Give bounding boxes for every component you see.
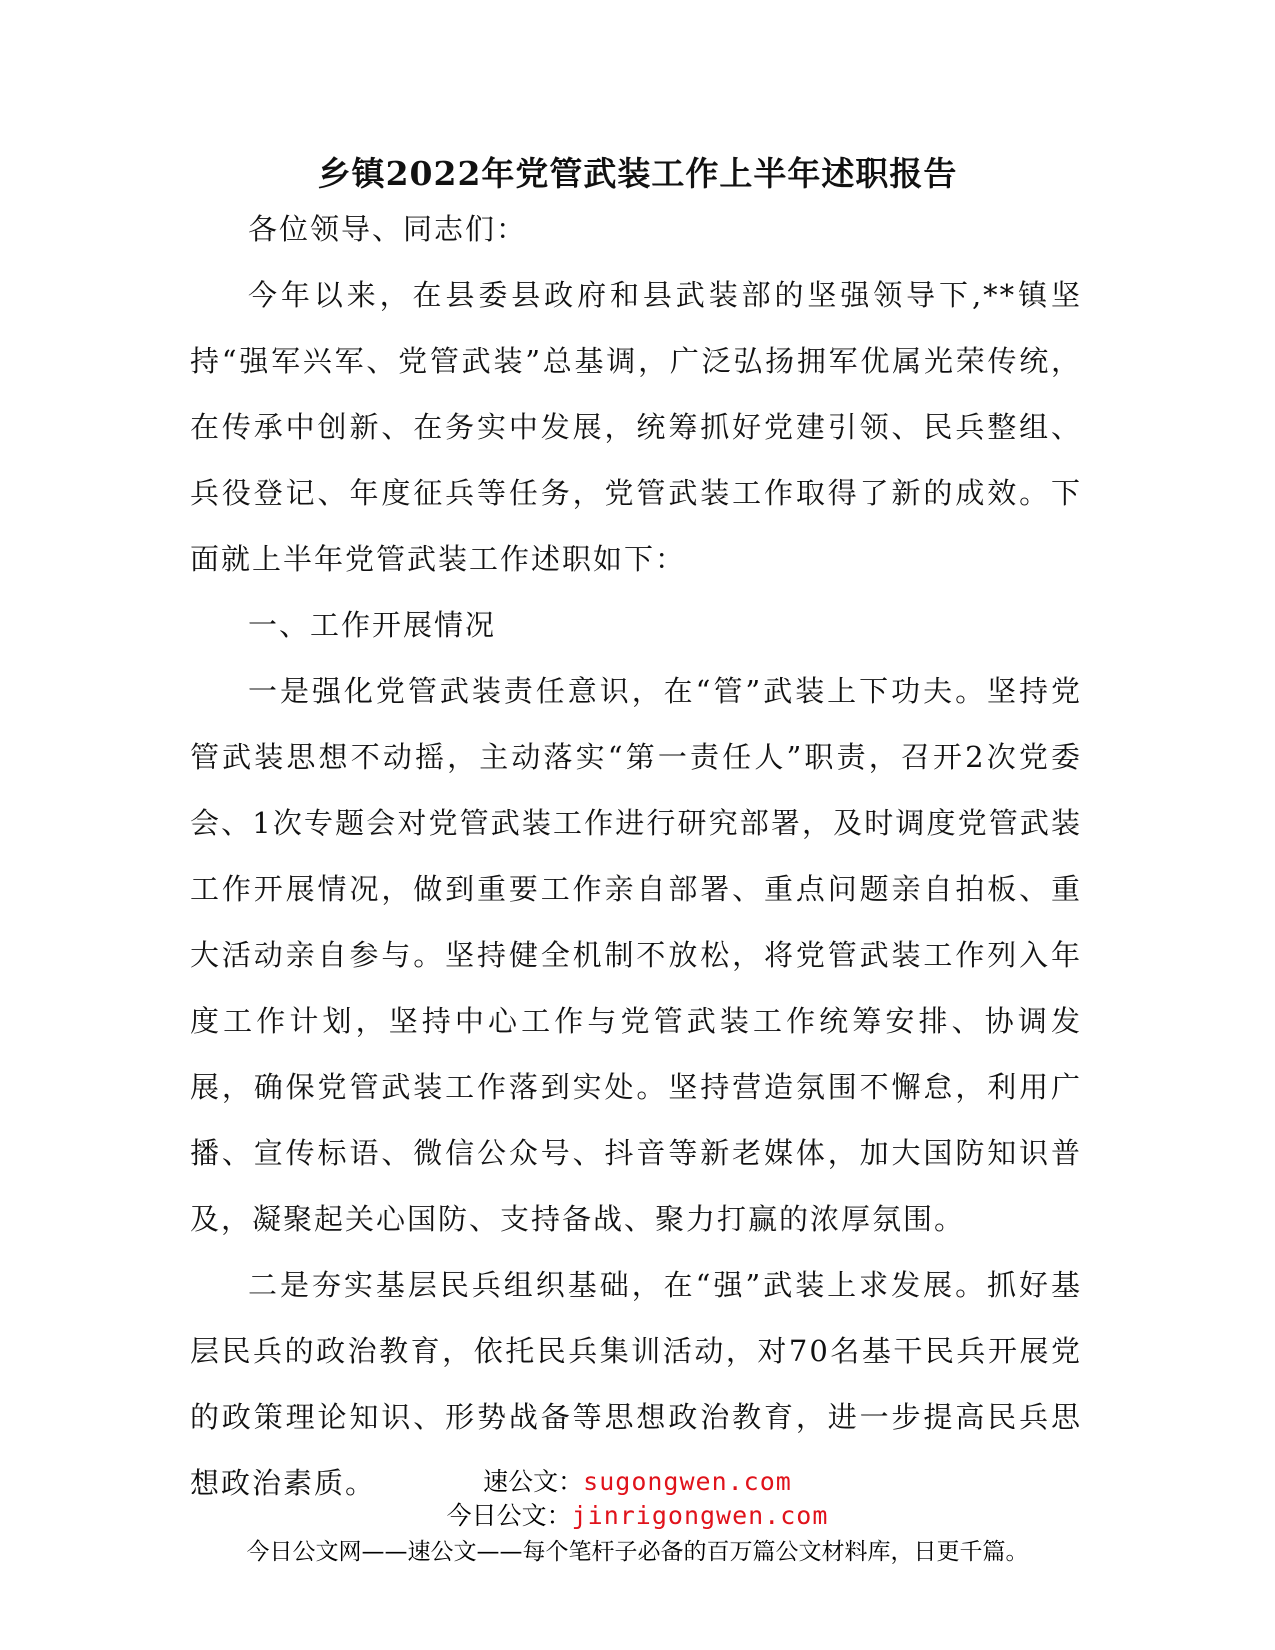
footer-label-2: 今日公文： <box>446 1501 572 1530</box>
sugongwen-link[interactable]: sugongwen.com <box>583 1467 792 1496</box>
greeting-paragraph: 各位领导、同志们： <box>248 212 528 246</box>
document-body <box>190 196 1082 1516</box>
footer-tagline: 今日公文网——速公文——每个笔杆子必备的百万篇公文材料库，日更千篇。 <box>246 1539 1029 1565</box>
body-paragraph-1: 一是强化党管武装责任意识，在“管”武装上下功夫。坚持党管武装思想不动摇，主动落实“第一责任人”职责，召开2次党委会、1次专题会对党管武装工作进行研究部署，及时调度党管武装工作开展情况，做到重要工作亲自部署、重点问题亲自拍板、重大活动亲自参与。坚持健全机制不放松，将党管武装工作列入年度工作计划，坚持中心工作与党管武装工作统筹安排、协调发展，确保党管武装工作落到实处。坚持营造氛围不懈怠，利用广播、宣传标语、微信公众号、抖音等新老媒体，加大国防知识普及，凝聚起关心国防、支持备战、聚力打赢的浓厚氛围。 <box>190 674 1082 1236</box>
document-title: 乡镇2022年党管武装工作上半年述职报告 <box>317 154 958 193</box>
footer-line-sugongwen <box>0 1465 1275 1499</box>
body-paragraph-2: 二是夯实基层民兵组织基础，在“强”武装上求发展。抓好基层民兵的政治教育，依托民兵集训活动，对70名基干民兵开展党的政策理论知识、形势战备等思想政治教育，进一步提高民兵思想政治素质。 <box>190 1268 1082 1500</box>
footer-line-jinrigongwen <box>0 1499 1275 1533</box>
watermark-footer <box>0 1465 1275 1569</box>
intro-paragraph: 今年以来，在县委县政府和县武装部的坚强领导下,**镇坚持“强军兴军、党管武装”总基调，广泛弘扬拥军优属光荣传统，在传承中创新、在务实中发展，统筹抓好党建引领、民兵整组、兵役登记、年度征兵等任务，党管武装工作取得了新的成效。下面就上半年党管武装工作述职如下： <box>190 278 1082 576</box>
jinrigongwen-link[interactable]: jinrigongwen.com <box>571 1501 829 1530</box>
footer-label-1: 速公文： <box>483 1467 584 1496</box>
section-heading: 一、工作开展情况 <box>248 608 497 642</box>
